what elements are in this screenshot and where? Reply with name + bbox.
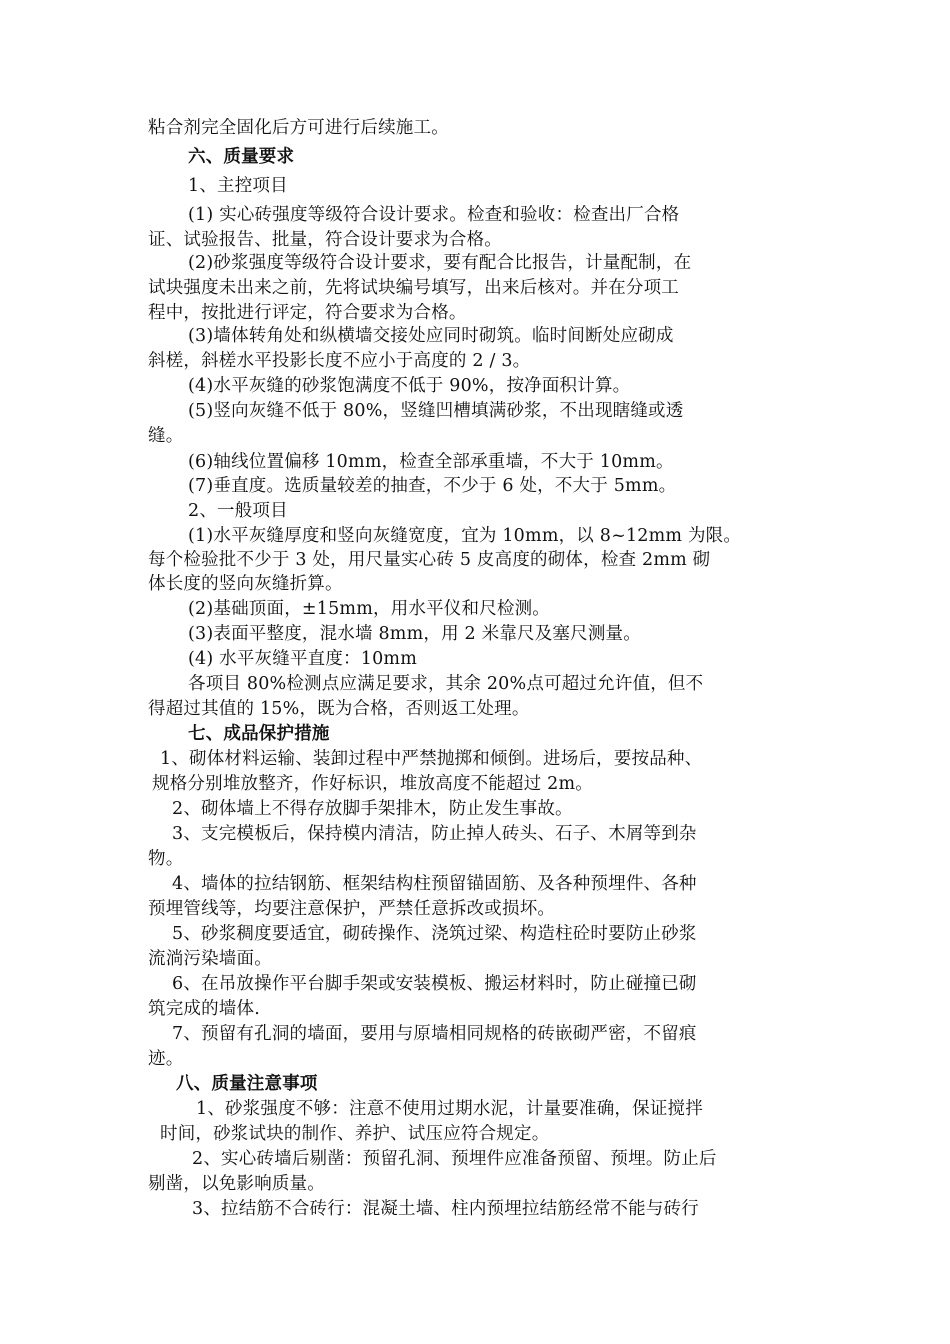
text-line: (5)竖向灰缝不低于 80%，竖缝凹槽填满砂浆，不出现瞎缝或透 (188, 401, 684, 421)
text-line: 3、拉结筋不合砖行：混凝土墙、柱内预埋拉结筋经常不能与砖行 (192, 1199, 699, 1219)
text-line: 试块强度未出来之前，先将试块编号填写，出来后核对。并在分项工 (148, 278, 679, 298)
text-line: (4) 水平灰缝平直度：10mm (188, 649, 418, 669)
text-line: 迹。 (148, 1049, 184, 1069)
text-line: 时间，砂浆试块的制作、养护、试压应符合规定。 (160, 1124, 550, 1144)
text-line: (4)水平灰缝的砂浆饱满度不低于 90%，按净面积计算。 (188, 376, 631, 396)
text-line: 预埋管线等，均要注意保护，严禁任意拆改或损坏。 (148, 899, 556, 919)
text-line: 斜槎，斜槎水平投影长度不应小于高度的 2 / 3。 (148, 351, 531, 371)
text-line: 5、砂浆稠度要适宜，砌砖操作、浇筑过梁、构造柱砼时要防止砂浆 (172, 924, 697, 944)
text-line: 7、预留有孔洞的墙面，要用与原墙相同规格的砖嵌砌严密，不留痕 (172, 1024, 697, 1044)
text-line: (7)垂直度。选质量较差的抽查，不少于 6 处，不大于 5mm。 (188, 476, 677, 496)
text-line: 4、墙体的拉结钢筋、框架结构柱预留锚固筋、及各种预埋件、各种 (172, 874, 697, 894)
text-line: 缝。 (148, 426, 184, 446)
text-line: (1) 实心砖强度等级符合设计要求。检查和验收：检查出厂合格 (188, 205, 680, 225)
section-heading-product-protection: 七、成品保护措施 (188, 724, 330, 744)
text-line: 3、支完模板后，保持模内清洁，防止掉人砖头、石子、木屑等到杂 (172, 824, 697, 844)
text-line: (2)砂浆强度等级符合设计要求，要有配合比报告，计量配制，在 (188, 253, 692, 273)
text-line: 剔凿，以免影响质量。 (148, 1174, 325, 1194)
text-line: 6、在吊放操作平台脚手架或安装模板、搬运材料时，防止碰撞已砌 (172, 974, 697, 994)
section-heading-quality-notes: 八、质量注意事项 (176, 1074, 318, 1094)
text-line: 程中，按批进行评定，符合要求为合格。 (148, 303, 467, 323)
text-line: 体长度的竖向灰缝折算。 (148, 574, 343, 594)
text-line: 2、砌体墙上不得存放脚手架排木，防止发生事故。 (172, 799, 573, 819)
text-line: (1)水平灰缝厚度和竖向灰缝宽度，宜为 10mm，以 8~12mm 为限。 (188, 526, 742, 546)
text-line: 每个检验批不少于 3 处，用尺量实心砖 5 皮高度的砌体，检查 2mm 砌 (148, 550, 711, 570)
text-line: 流淌污染墙面。 (148, 949, 272, 969)
text-line: 证、试验报告、批量，符合设计要求为合格。 (148, 230, 502, 250)
text-line: (3)墙体转角处和纵横墙交接处应同时砌筑。临时间断处应砌成 (188, 326, 674, 346)
section-heading-quality-requirements: 六、质量要求 (188, 147, 295, 167)
text-line: (6)轴线位置偏移 10mm，检查全部承重墙，不大于 10mm。 (188, 452, 674, 472)
text-line: (2)基础顶面，±15mm，用水平仪和尺检测。 (188, 599, 551, 619)
text-line: (3)表面平整度，混水墙 8mm，用 2 米靠尺及塞尺测量。 (188, 624, 641, 644)
subsection-heading-general-items: 2、一般项目 (188, 501, 288, 521)
text-line: 筑完成的墙体. (148, 999, 260, 1019)
text-line: 规格分别堆放整齐，作好标识，堆放高度不能超过 2m。 (152, 774, 593, 794)
text-line: 2、实心砖墙后剔凿：预留孔洞、预埋件应准备预留、预埋。防止后 (192, 1149, 717, 1169)
text-line: 各项目 80%检测点应满足要求，其余 20%点可超过允许值，但不 (188, 674, 704, 694)
text-line: 1、砌体材料运输、装卸过程中严禁抛掷和倾倒。进场后，要按品种、 (160, 749, 703, 769)
subsection-heading-main-items: 1、主控项目 (188, 176, 288, 196)
text-line: 1、砂浆强度不够：注意不使用过期水泥，计量要准确，保证搅拌 (196, 1099, 703, 1119)
text-line: 得超过其值的 15%，既为合格，否则返工处理。 (148, 699, 530, 719)
text-line: 物。 (148, 849, 184, 869)
text-line: 粘合剂完全固化后方可进行后续施工。 (148, 118, 449, 138)
